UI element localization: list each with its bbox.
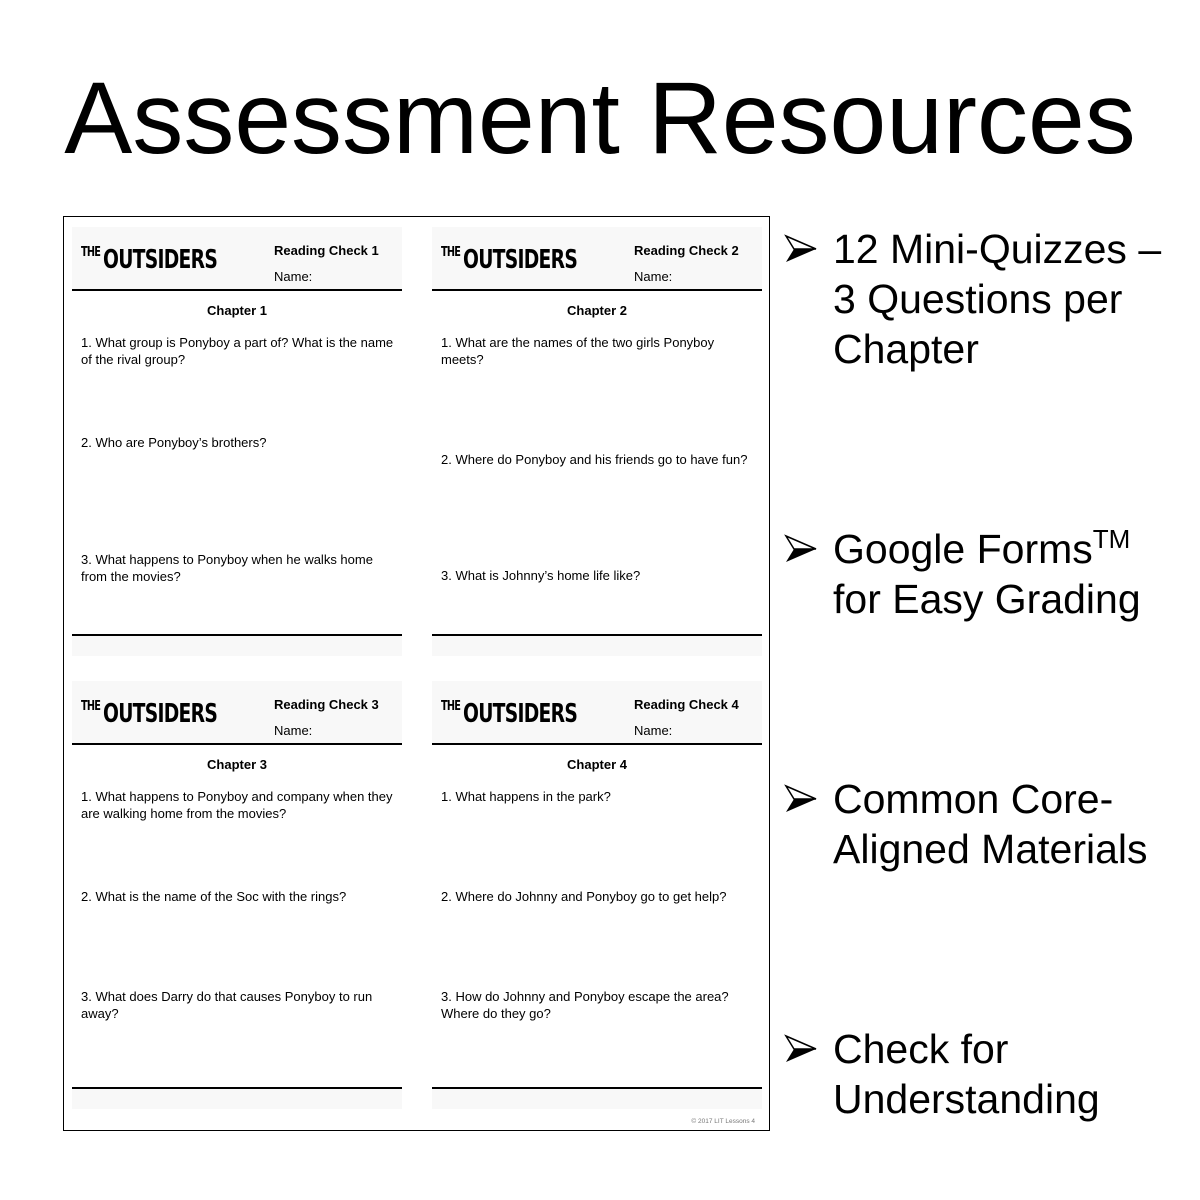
arrowhead-bullet-icon — [784, 234, 818, 264]
card-footer-band — [72, 1087, 402, 1109]
name-label: Name: — [634, 269, 673, 284]
outsiders-logo: THEOUTSIDERS — [441, 245, 577, 275]
arrowhead-bullet-icon — [784, 1034, 818, 1064]
arrowhead-bullet-icon — [784, 534, 818, 564]
question-3: 3. How do Johnny and Ponyboy escape the area? Where do they go? — [441, 989, 729, 1021]
question-1: 1. What are the names of the two girls Ponyboy meets? — [441, 335, 715, 367]
reading-check-label: Reading Check 3 — [274, 697, 379, 712]
feature-text: 12 Mini-Quizzes – 3 Questions per Chapter — [833, 226, 1162, 372]
card-footer-band — [72, 634, 402, 656]
question-1: 1. What happens to Ponyboy and company when they are walking home from the movies? — [81, 789, 393, 821]
card-footer-band — [432, 634, 762, 656]
question-3: 3. What happens to Ponyboy when he walks home from the movies? — [81, 552, 373, 584]
name-label: Name: — [634, 723, 673, 738]
feature-text: Check for Understanding — [833, 1026, 1100, 1122]
chapter-heading: Chapter 2 — [567, 303, 627, 318]
name-label: Name: — [274, 269, 313, 284]
reading-check-label: Reading Check 1 — [274, 243, 379, 258]
worksheet-preview — [63, 216, 770, 1131]
card-header — [432, 681, 762, 745]
question-2: 2. What is the name of the Soc with the rings? — [81, 889, 347, 904]
chapter-heading: Chapter 4 — [567, 757, 627, 772]
card-header — [72, 681, 402, 745]
card-header — [432, 227, 762, 291]
card-header — [72, 227, 402, 291]
chapter-heading: Chapter 3 — [207, 757, 267, 772]
question-2: 2. Where do Ponyboy and his friends go to have fun? — [441, 452, 748, 467]
outsiders-logo: THEOUTSIDERS — [81, 245, 217, 275]
feature-text: Google Forms™ for Easy Grading — [833, 524, 1141, 622]
feature-text: Common Core-Aligned Materials — [833, 776, 1148, 872]
page-title: Assessment Resources — [64, 61, 1136, 175]
reading-check-label: Reading Check 4 — [634, 697, 739, 712]
arrowhead-bullet-icon — [784, 784, 818, 814]
outsiders-logo: THEOUTSIDERS — [81, 699, 217, 729]
outsiders-logo: THEOUTSIDERS — [441, 699, 577, 729]
question-2: 2. Where do Johnny and Ponyboy go to get help? — [441, 889, 727, 904]
chapter-heading: Chapter 1 — [207, 303, 267, 318]
question-1: 1. What group is Ponyboy a part of? What is the name of the rival group? — [81, 335, 394, 367]
card-footer-band — [432, 1087, 762, 1109]
question-2: 2. Who are Ponyboy’s brothers? — [81, 435, 267, 450]
question-1: 1. What happens in the park? — [441, 789, 611, 804]
question-3: 3. What is Johnny’s home life like? — [441, 568, 641, 583]
question-3: 3. What does Darry do that causes Ponyboy to run away? — [81, 989, 373, 1021]
name-label: Name: — [274, 723, 313, 738]
reading-check-label: Reading Check 2 — [634, 243, 739, 258]
copyright-footer: © 2017 LIT Lessons 4 — [691, 1118, 755, 1125]
trademark-superscript: TM — [1092, 524, 1131, 554]
